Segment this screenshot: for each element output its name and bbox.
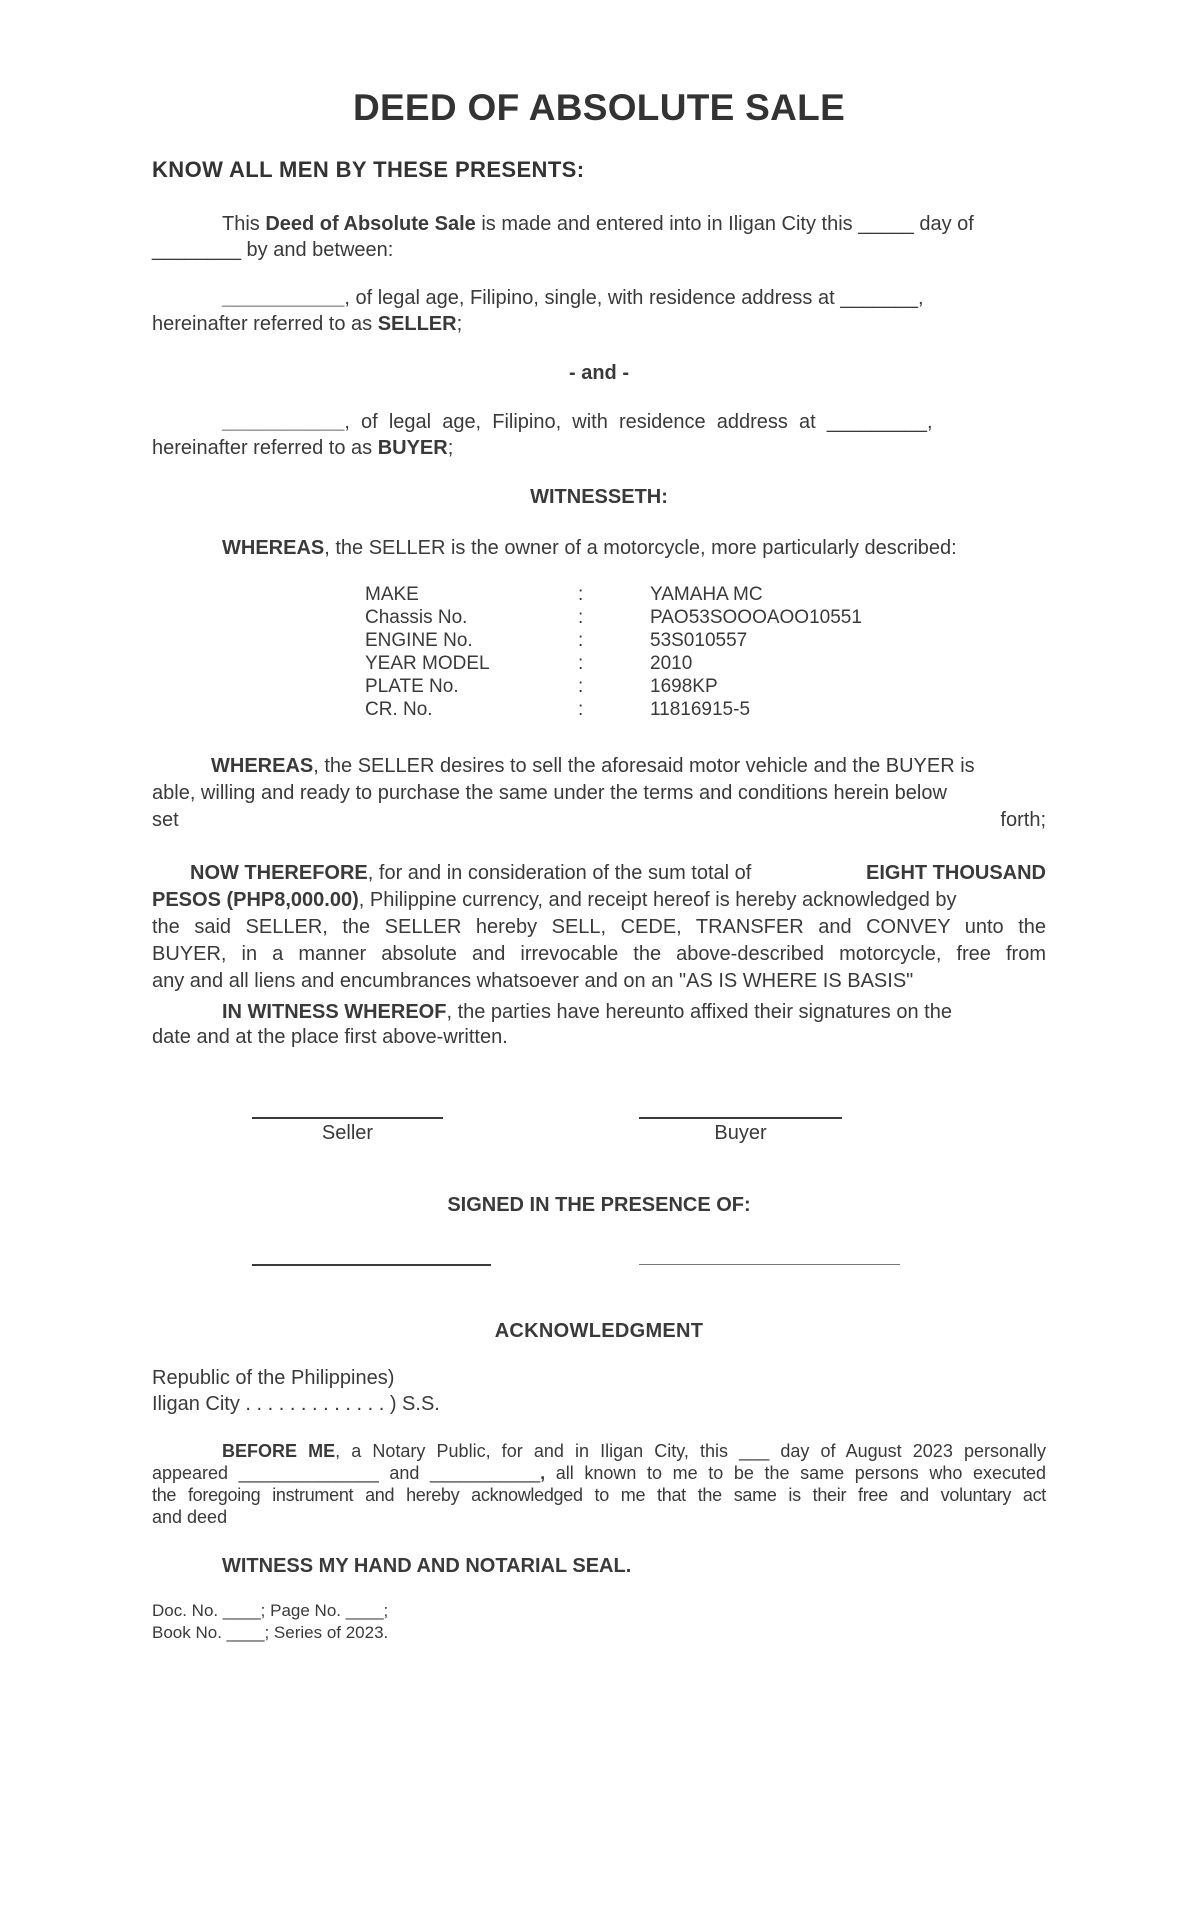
docket-line-1: Doc. No. ____; Page No. ____; xyxy=(152,1601,389,1620)
vehicle-label: PLATE No. xyxy=(365,676,459,697)
now-therefore-keyword: NOW THEREFORE xyxy=(190,862,368,884)
before-me-line2-text: all known to me to be the same persons who executed xyxy=(545,1463,1046,1483)
know-all-heading: KNOW ALL MEN BY THESE PRESENTS: xyxy=(152,157,585,182)
buyer-signature-label: Buyer xyxy=(714,1122,767,1144)
notarial-seal-heading: WITNESS MY HAND AND NOTARIAL SEAL. xyxy=(222,1555,632,1577)
whereas-keyword: WHEREAS xyxy=(211,755,314,777)
in-witness-line1-text: , the parties have hereunto affixed their signatures on the xyxy=(446,1001,952,1023)
vehicle-separator: : xyxy=(578,630,584,651)
buyer-line-2 xyxy=(152,435,1046,461)
whereas-sell-line-1 xyxy=(152,753,1046,780)
now-therefore-line-5: any and all liens and encumbrances whatsoever and on an "AS IS WHERE IS BASIS" xyxy=(152,970,914,992)
vehicle-value: 11816915-5 xyxy=(650,699,751,720)
buyer-signature-line xyxy=(639,1117,842,1119)
venue-line-2: Iligan City . . . . . . . . . . . . . ) S.S. xyxy=(152,1393,440,1415)
seller-line2-prefix: hereinafter referred to as xyxy=(152,313,378,335)
in-witness-line-1 xyxy=(152,1000,1046,1025)
whereas-sell-paragraph xyxy=(152,753,1046,834)
whereas-sell-line-2: able, willing and ready to purchase the same under the terms and conditions herein below xyxy=(152,782,947,804)
whereas-sell-forth: forth; xyxy=(1000,809,1046,831)
before-me-line-2 xyxy=(152,1462,1046,1484)
venue-block xyxy=(152,1365,440,1417)
before-me-keyword: BEFORE ME xyxy=(222,1441,336,1461)
docket-line-2: Book No. ____; Series of 2023. xyxy=(152,1623,389,1642)
vehicle-separator: : xyxy=(578,699,584,720)
whereas-sell-line-3 xyxy=(152,807,1046,834)
before-me-line1-text: , a Notary Public, for and in Iligan City, this ___ day of August 2023 personally xyxy=(335,1441,1046,1461)
buyer-line1-text: , of legal age, Filipino, with residence address at _________, xyxy=(344,411,933,433)
vehicle-row xyxy=(365,675,862,698)
presence-heading: SIGNED IN THE PRESENCE OF: xyxy=(447,1194,751,1216)
vehicle-value: 1698KP xyxy=(650,676,718,697)
whereas-owner-text: , the SELLER is the owner of a motorcycle, more particularly described: xyxy=(324,537,957,559)
intro-line-2: ________ by and between: xyxy=(152,239,394,261)
vehicle-label: YEAR MODEL xyxy=(365,653,490,674)
vehicle-details xyxy=(365,583,862,721)
now-therefore-line2-text: , Philippine currency, and receipt hereof is hereby acknowledged by xyxy=(358,889,957,911)
whereas-sell-line1-text: , the SELLER desires to sell the aforesaid motor vehicle and the BUYER is xyxy=(313,755,975,777)
vehicle-separator: : xyxy=(578,676,584,697)
intro-paragraph xyxy=(152,211,1046,263)
venue-line-1: Republic of the Philippines) xyxy=(152,1367,395,1389)
now-therefore-line-3: the said SELLER, the SELLER hereby SELL, CEDE, TRANSFER and CONVEY unto the xyxy=(152,916,1046,938)
now-therefore-line-2 xyxy=(152,887,1046,914)
whereas-owner-paragraph xyxy=(152,535,1046,561)
intro-line1-text: is made and entered into in Iligan City this _____ day of xyxy=(475,213,974,235)
in-witness-line-2: date and at the place first above-written. xyxy=(152,1026,508,1048)
before-me-appeared: appeared ______________ and ___________ xyxy=(152,1463,541,1483)
vehicle-row xyxy=(365,698,862,721)
amount-words: EIGHT THOUSAND xyxy=(866,862,1046,884)
before-me-line-3: the foregoing instrument and hereby acknowledged to me that the same is their free and voluntary act xyxy=(152,1485,1046,1505)
before-me-comma: , xyxy=(540,1463,546,1483)
seller-party-paragraph xyxy=(152,285,1046,337)
intro-deed-name: Deed of Absolute Sale xyxy=(265,213,476,235)
document-title: DEED OF ABSOLUTE SALE xyxy=(352,87,846,128)
seller-role: SELLER xyxy=(377,313,457,335)
seller-signature-label: Seller xyxy=(321,1122,374,1144)
vehicle-row xyxy=(365,652,862,675)
amount-figures: PESOS (PHP8,000.00) xyxy=(152,889,359,911)
seller-line-2 xyxy=(152,311,1046,337)
vehicle-row xyxy=(365,629,862,652)
vehicle-label: ENGINE No. xyxy=(365,630,473,651)
in-witness-keyword: IN WITNESS WHEREOF xyxy=(222,1001,447,1023)
vehicle-label: Chassis No. xyxy=(365,607,468,628)
buyer-line2-prefix: hereinafter referred to as xyxy=(152,437,378,459)
witness-signature-line-2 xyxy=(639,1264,900,1265)
vehicle-row xyxy=(365,606,862,629)
seller-line-1 xyxy=(152,285,1046,311)
now-therefore-line-1 xyxy=(152,860,1046,887)
and-separator: - and - xyxy=(569,362,629,384)
before-me-line-4: and deed xyxy=(152,1507,228,1527)
witness-signature-line-1 xyxy=(252,1264,491,1266)
document-page xyxy=(152,0,1046,1906)
witnesseth-heading: WITNESSETH: xyxy=(530,486,668,508)
vehicle-label: CR. No. xyxy=(365,699,433,720)
docket-block xyxy=(152,1600,388,1644)
vehicle-value: 2010 xyxy=(650,653,693,674)
intro-line-1 xyxy=(152,211,1046,237)
vehicle-separator: : xyxy=(578,584,584,605)
buyer-suffix: ; xyxy=(447,437,454,459)
seller-signature-line xyxy=(252,1117,443,1119)
vehicle-value: YAMAHA MC xyxy=(650,584,763,605)
before-me-paragraph xyxy=(152,1440,1046,1528)
whereas-keyword: WHEREAS xyxy=(222,537,325,559)
vehicle-separator: : xyxy=(578,607,584,628)
whereas-sell-set: set xyxy=(152,809,179,831)
buyer-line-1 xyxy=(152,409,1046,435)
intro-prefix: This xyxy=(222,213,266,235)
vehicle-value: PAO53SOOOAOO10551 xyxy=(650,607,862,628)
vehicle-row xyxy=(365,583,862,606)
seller-line1-text: , of legal age, Filipino, single, with residence address at _______, xyxy=(344,287,924,309)
seller-suffix: ; xyxy=(456,313,463,335)
vehicle-separator: : xyxy=(578,653,584,674)
now-therefore-line-4: BUYER, in a manner absolute and irrevocable the above-described motorcycle, free from xyxy=(152,943,1046,965)
vehicle-label: MAKE xyxy=(365,584,419,605)
now-therefore-line1-text: , for and in consideration of the sum total of xyxy=(367,862,752,884)
before-me-line-1 xyxy=(152,1440,1046,1462)
buyer-role: BUYER xyxy=(377,437,448,459)
now-therefore-paragraph xyxy=(152,860,1046,995)
vehicle-value: 53S010557 xyxy=(650,630,748,651)
buyer-party-paragraph xyxy=(152,409,1046,461)
buyer-name-blank: ___________ xyxy=(222,411,345,433)
seller-name-blank: ___________ xyxy=(222,287,345,309)
in-witness-paragraph xyxy=(152,1000,1046,1050)
acknowledgment-heading: ACKNOWLEDGMENT xyxy=(494,1320,704,1342)
